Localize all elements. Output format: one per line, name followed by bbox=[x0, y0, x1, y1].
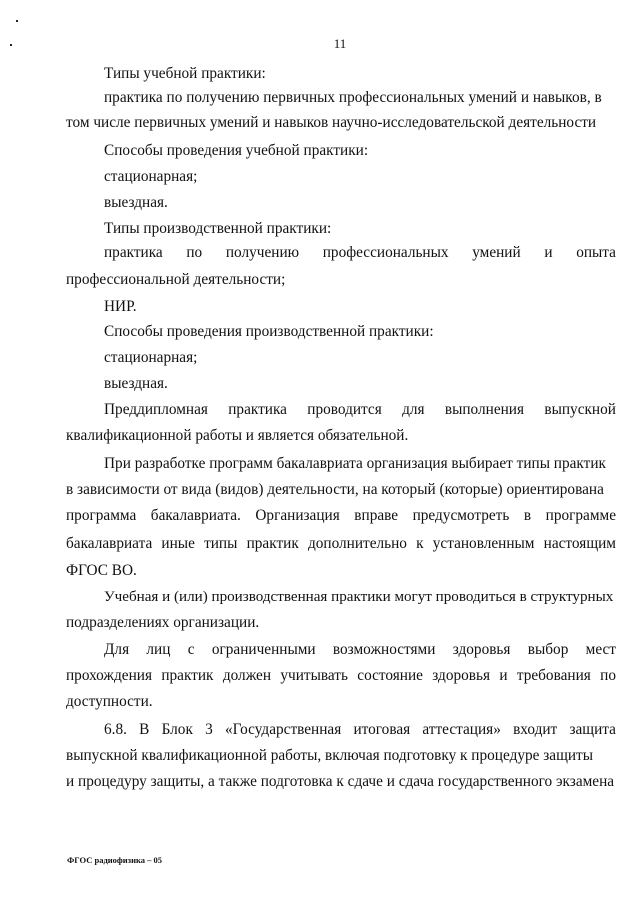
text-line: в зависимости от вида (видов) деятельности, на который (которые) ориентирована bbox=[66, 481, 604, 498]
word: входит bbox=[513, 721, 558, 738]
word: предусмотреть bbox=[412, 507, 510, 524]
text-line: практика по получению первичных профессиональных умений и навыков, в bbox=[104, 89, 602, 106]
text-line: квалификационной работы и является обязательной. bbox=[66, 427, 409, 444]
text-line: выездная. bbox=[104, 375, 168, 392]
text-line: и процедуру защиты, а также подготовка к сдаче и сдача государственного экзамена bbox=[66, 773, 615, 790]
word: и bbox=[499, 667, 508, 684]
word: Блок bbox=[161, 721, 193, 738]
word: практика bbox=[228, 401, 287, 418]
word: здоровья bbox=[432, 667, 490, 684]
text-line: ФГОС ВО. bbox=[66, 562, 137, 579]
word: требования bbox=[516, 667, 591, 684]
word: профессиональных bbox=[322, 244, 449, 261]
text-line bbox=[104, 640, 616, 660]
text-line: том числе первичных умений и навыков научно-исследовательской деятельности bbox=[66, 114, 597, 131]
word: программе bbox=[545, 507, 616, 524]
word: 6.8. bbox=[104, 721, 127, 738]
text-line bbox=[66, 534, 616, 554]
word: «Государственная bbox=[224, 721, 342, 738]
text-line bbox=[104, 400, 616, 420]
word: опыта bbox=[576, 244, 616, 261]
word: в bbox=[523, 507, 532, 524]
word: Организация bbox=[255, 507, 340, 524]
word: с bbox=[187, 641, 195, 658]
word: типы bbox=[204, 535, 238, 552]
text-line: НИР. bbox=[104, 298, 137, 315]
word: аттестация» bbox=[422, 721, 501, 738]
word: защита bbox=[569, 721, 616, 738]
word: по bbox=[600, 667, 616, 684]
word: практик bbox=[246, 535, 299, 552]
word: бакалавриата. bbox=[150, 507, 241, 524]
footer-note: ФГОС радиофизика – 05 bbox=[67, 855, 163, 865]
word: мест bbox=[585, 641, 616, 658]
text-line: выпускной квалификационной работы, включая подготовку к процедуре защиты bbox=[66, 747, 594, 764]
word: и bbox=[544, 244, 553, 261]
word: установленным bbox=[432, 535, 535, 552]
scan-speck bbox=[16, 20, 18, 22]
text-line: стационарная; bbox=[104, 349, 198, 366]
word: лиц bbox=[146, 641, 171, 658]
word: прохождения bbox=[66, 667, 152, 684]
word: ограниченными bbox=[211, 641, 316, 658]
text-line bbox=[66, 506, 616, 526]
word: бакалавриата bbox=[66, 535, 153, 552]
word: Преддипломная bbox=[104, 401, 208, 418]
word: В bbox=[139, 721, 150, 738]
text-line: Типы учебной практики: bbox=[104, 65, 266, 82]
word: получению bbox=[225, 244, 300, 261]
text-line: Типы производственной практики: bbox=[104, 220, 332, 237]
word: выпускной bbox=[544, 401, 616, 418]
word: дополнительно bbox=[307, 535, 407, 552]
word: должен bbox=[222, 667, 272, 684]
text-line bbox=[66, 666, 616, 686]
text-line: При разработке программ бакалавриата организация выбирает типы практик bbox=[104, 455, 606, 472]
text-line: Способы проведения производственной практики: bbox=[104, 323, 434, 340]
text-line: доступности. bbox=[66, 693, 153, 710]
word: иные bbox=[161, 535, 195, 552]
word: итоговая bbox=[353, 721, 411, 738]
word: учитывать bbox=[280, 667, 348, 684]
word: выбор bbox=[527, 641, 569, 658]
text-line: Учебная и (или) производственная практики могут проводиться в структурных bbox=[104, 589, 614, 605]
word: вправе bbox=[354, 507, 399, 524]
word: проводится bbox=[307, 401, 382, 418]
word: состояние bbox=[357, 667, 423, 684]
text-line bbox=[104, 720, 616, 740]
word: для bbox=[402, 401, 425, 418]
word: по bbox=[186, 244, 203, 261]
text-line: профессиональной деятельности; bbox=[66, 271, 286, 288]
word: 3 bbox=[205, 721, 213, 738]
word: возможностями bbox=[332, 641, 436, 658]
word: настоящим bbox=[543, 535, 616, 552]
text-line: выездная. bbox=[104, 194, 168, 211]
word: Для bbox=[104, 641, 130, 658]
word: умений bbox=[472, 244, 521, 261]
word: практика bbox=[104, 244, 163, 261]
word: выполнения bbox=[444, 401, 525, 418]
text-line: стационарная; bbox=[104, 168, 198, 185]
word: программа bbox=[66, 507, 137, 524]
word: практик bbox=[161, 667, 214, 684]
page-number: 11 bbox=[333, 36, 347, 51]
text-line: Способы проведения учебной практики: bbox=[104, 142, 369, 159]
text-line: подразделениях организации. bbox=[66, 614, 260, 631]
word: здоровья bbox=[452, 641, 511, 658]
text-line bbox=[104, 243, 616, 263]
word: к bbox=[416, 535, 424, 552]
